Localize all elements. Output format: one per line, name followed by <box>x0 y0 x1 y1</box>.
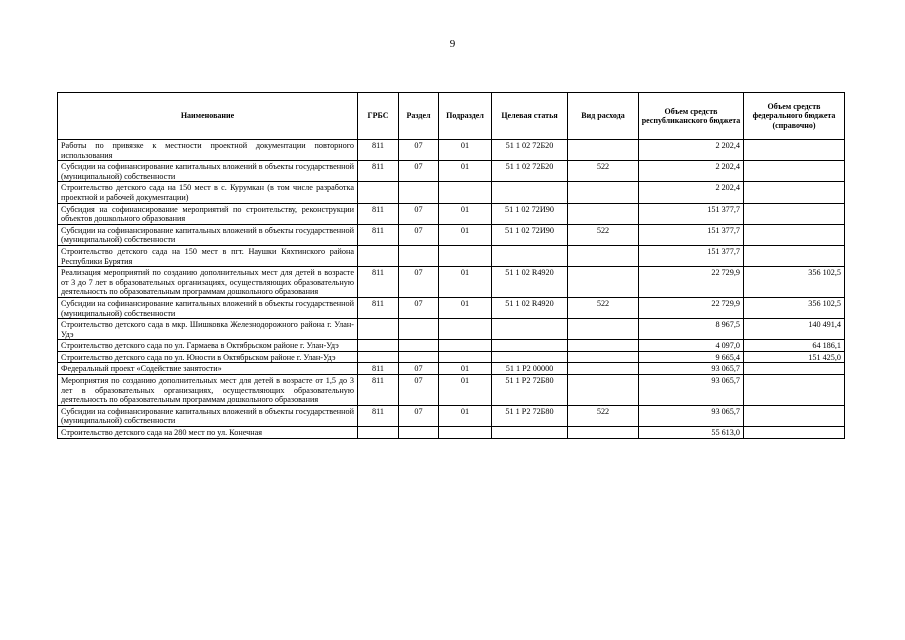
cell-vid-raskhoda <box>568 351 639 363</box>
cell-grbs: 811 <box>358 203 399 224</box>
cell-resp-budget: 151 377,7 <box>639 203 744 224</box>
cell-vid-raskhoda: 522 <box>568 297 639 318</box>
table-row <box>58 203 845 224</box>
cell-fed-budget: 140 491,4 <box>744 319 845 340</box>
cell-resp-budget: 93 065,7 <box>639 405 744 426</box>
cell-resp-budget: 151 377,7 <box>639 224 744 245</box>
cell-podrazdel <box>439 182 492 203</box>
table-row <box>58 182 845 203</box>
table-body <box>58 140 845 439</box>
cell-fed-budget: 356 102,5 <box>744 267 845 298</box>
header-name: Наименование <box>58 93 358 140</box>
table-row <box>58 375 845 406</box>
table-row <box>58 319 845 340</box>
cell-grbs: 811 <box>358 267 399 298</box>
cell-razdel <box>399 319 439 340</box>
cell-resp-budget: 2 202,4 <box>639 140 744 161</box>
table-row <box>58 405 845 426</box>
cell-resp-budget: 93 065,7 <box>639 375 744 406</box>
budget-table <box>57 92 845 439</box>
cell-name: Строительство детского сада на 280 мест по ул. Конечная <box>58 427 358 439</box>
cell-podrazdel: 01 <box>439 405 492 426</box>
cell-razdel: 07 <box>399 363 439 375</box>
cell-tselevaya-statya: 51 1 02 72И90 <box>492 224 568 245</box>
table-row <box>58 161 845 182</box>
cell-grbs: 811 <box>358 140 399 161</box>
cell-vid-raskhoda: 522 <box>568 161 639 182</box>
cell-fed-budget <box>744 161 845 182</box>
cell-tselevaya-statya: 51 1 02 R4920 <box>492 267 568 298</box>
cell-fed-budget <box>744 245 845 266</box>
cell-podrazdel: 01 <box>439 203 492 224</box>
cell-vid-raskhoda <box>568 140 639 161</box>
cell-resp-budget: 55 613,0 <box>639 427 744 439</box>
cell-fed-budget <box>744 375 845 406</box>
cell-podrazdel <box>439 427 492 439</box>
cell-vid-raskhoda <box>568 340 639 352</box>
cell-grbs <box>358 427 399 439</box>
cell-razdel: 07 <box>399 267 439 298</box>
cell-vid-raskhoda <box>568 182 639 203</box>
cell-grbs: 811 <box>358 375 399 406</box>
cell-tselevaya-statya: 51 1 02 72Б20 <box>492 140 568 161</box>
cell-razdel: 07 <box>399 161 439 182</box>
cell-vid-raskhoda: 522 <box>568 405 639 426</box>
cell-fed-budget <box>744 140 845 161</box>
cell-resp-budget: 4 097,0 <box>639 340 744 352</box>
cell-podrazdel: 01 <box>439 363 492 375</box>
cell-resp-budget: 2 202,4 <box>639 182 744 203</box>
cell-fed-budget <box>744 405 845 426</box>
cell-razdel <box>399 340 439 352</box>
cell-fed-budget <box>744 224 845 245</box>
cell-name: Субсидии на софинансирование капитальных вложений в объекты государственной (муниципальной) собственности <box>58 297 358 318</box>
cell-name: Мероприятия по созданию дополнительных мест для детей в возрасте от 1,5 до 3 лет в образовательных организациях, осуществляющих образовательную деятельность по образовательным программам дошкольного образования <box>58 375 358 406</box>
cell-razdel: 07 <box>399 405 439 426</box>
cell-podrazdel: 01 <box>439 375 492 406</box>
cell-resp-budget: 8 967,5 <box>639 319 744 340</box>
cell-podrazdel <box>439 340 492 352</box>
header-fed-budget: Объем средств федерального бюджета (справочно) <box>744 93 845 140</box>
cell-grbs <box>358 351 399 363</box>
cell-name: Субсидия на софинансирование мероприятий по строительству, реконструкции объектов дошкольного образования <box>58 203 358 224</box>
header-vid-raskhoda: Вид расхода <box>568 93 639 140</box>
header-grbs: ГРБС <box>358 93 399 140</box>
cell-grbs: 811 <box>358 405 399 426</box>
cell-grbs: 811 <box>358 363 399 375</box>
cell-tselevaya-statya <box>492 319 568 340</box>
cell-podrazdel: 01 <box>439 297 492 318</box>
cell-fed-budget <box>744 203 845 224</box>
cell-razdel <box>399 245 439 266</box>
cell-name: Реализация мероприятий по созданию дополнительных мест для детей в возрасте от 3 до 7 лет в образовательных организациях, осуществляющих образовательную деятельность по образовательным программам дошкольного образования <box>58 267 358 298</box>
cell-vid-raskhoda: 522 <box>568 224 639 245</box>
cell-razdel: 07 <box>399 203 439 224</box>
cell-fed-budget <box>744 182 845 203</box>
page-number: 9 <box>449 38 456 50</box>
header-resp-budget: Объем средств республиканского бюджета <box>639 93 744 140</box>
cell-podrazdel <box>439 245 492 266</box>
cell-tselevaya-statya: 51 1 02 R4920 <box>492 297 568 318</box>
cell-vid-raskhoda <box>568 363 639 375</box>
cell-razdel: 07 <box>399 224 439 245</box>
cell-name: Субсидии на софинансирование капитальных вложений в объекты государственной (муниципальной) собственности <box>58 161 358 182</box>
header-tselevaya-statya: Целевая статья <box>492 93 568 140</box>
cell-resp-budget: 22 729,9 <box>639 267 744 298</box>
cell-razdel <box>399 182 439 203</box>
cell-vid-raskhoda <box>568 375 639 406</box>
table-row <box>58 140 845 161</box>
cell-name: Федеральный проект «Содействие занятости» <box>58 363 358 375</box>
cell-name: Строительство детского сада по ул. Гармаева в Октябрьском районе г. Улан-Удэ <box>58 340 358 352</box>
table-row <box>58 340 845 352</box>
header-podrazdel: Подраздел <box>439 93 492 140</box>
cell-tselevaya-statya: 51 1 P2 72Б80 <box>492 405 568 426</box>
cell-name: Работы по привязке к местности проектной документации повторного использования <box>58 140 358 161</box>
cell-podrazdel <box>439 319 492 340</box>
cell-tselevaya-statya: 51 1 02 72Б20 <box>492 161 568 182</box>
cell-tselevaya-statya: 51 1 P2 72Б80 <box>492 375 568 406</box>
header-row <box>58 93 845 140</box>
cell-fed-budget: 64 186,1 <box>744 340 845 352</box>
cell-name: Строительство детского сада на 150 мест в с. Курумкан (в том числе разработка проектной и рабочей документации) <box>58 182 358 203</box>
table-row <box>58 363 845 375</box>
table-row <box>58 224 845 245</box>
cell-resp-budget: 22 729,9 <box>639 297 744 318</box>
cell-tselevaya-statya <box>492 245 568 266</box>
cell-tselevaya-statya <box>492 427 568 439</box>
cell-vid-raskhoda <box>568 203 639 224</box>
cell-name: Строительство детского сада в мкр. Шишковка Железнодорожного района г. Улан-Удэ <box>58 319 358 340</box>
cell-tselevaya-statya: 51 1 02 72И90 <box>492 203 568 224</box>
cell-grbs <box>358 319 399 340</box>
table-row <box>58 245 845 266</box>
cell-vid-raskhoda <box>568 245 639 266</box>
cell-resp-budget: 151 377,7 <box>639 245 744 266</box>
table-row <box>58 267 845 298</box>
cell-fed-budget: 151 425,0 <box>744 351 845 363</box>
cell-vid-raskhoda <box>568 319 639 340</box>
cell-vid-raskhoda <box>568 427 639 439</box>
cell-razdel: 07 <box>399 140 439 161</box>
cell-vid-raskhoda <box>568 267 639 298</box>
cell-grbs: 811 <box>358 224 399 245</box>
cell-tselevaya-statya <box>492 182 568 203</box>
cell-fed-budget <box>744 427 845 439</box>
cell-tselevaya-statya <box>492 340 568 352</box>
table-header <box>58 93 845 140</box>
cell-fed-budget: 356 102,5 <box>744 297 845 318</box>
cell-podrazdel: 01 <box>439 161 492 182</box>
cell-resp-budget: 9 665,4 <box>639 351 744 363</box>
cell-podrazdel: 01 <box>439 140 492 161</box>
header-razdel: Раздел <box>399 93 439 140</box>
cell-razdel: 07 <box>399 375 439 406</box>
cell-razdel: 07 <box>399 297 439 318</box>
cell-grbs: 811 <box>358 161 399 182</box>
cell-grbs <box>358 182 399 203</box>
cell-resp-budget: 93 065,7 <box>639 363 744 375</box>
cell-podrazdel: 01 <box>439 224 492 245</box>
cell-grbs: 811 <box>358 297 399 318</box>
cell-razdel <box>399 427 439 439</box>
cell-fed-budget <box>744 363 845 375</box>
cell-grbs <box>358 340 399 352</box>
cell-razdel <box>399 351 439 363</box>
cell-tselevaya-statya: 51 1 P2 00000 <box>492 363 568 375</box>
cell-grbs <box>358 245 399 266</box>
table-row <box>58 427 845 439</box>
table-row <box>58 351 845 363</box>
table-row <box>58 297 845 318</box>
cell-name: Строительство детского сада на 150 мест в пгт. Наушки Кяхтинского района Республики Бурятия <box>58 245 358 266</box>
cell-name: Строительство детского сада по ул. Юности в Октябрьском районе г. Улан-Удэ <box>58 351 358 363</box>
cell-tselevaya-statya <box>492 351 568 363</box>
cell-podrazdel <box>439 351 492 363</box>
cell-name: Субсидии на софинансирование капитальных вложений в объекты государственной (муниципальной) собственности <box>58 224 358 245</box>
cell-name: Субсидии на софинансирование капитальных вложений в объекты государственной (муниципальной) собственности <box>58 405 358 426</box>
cell-resp-budget: 2 202,4 <box>639 161 744 182</box>
cell-podrazdel: 01 <box>439 267 492 298</box>
